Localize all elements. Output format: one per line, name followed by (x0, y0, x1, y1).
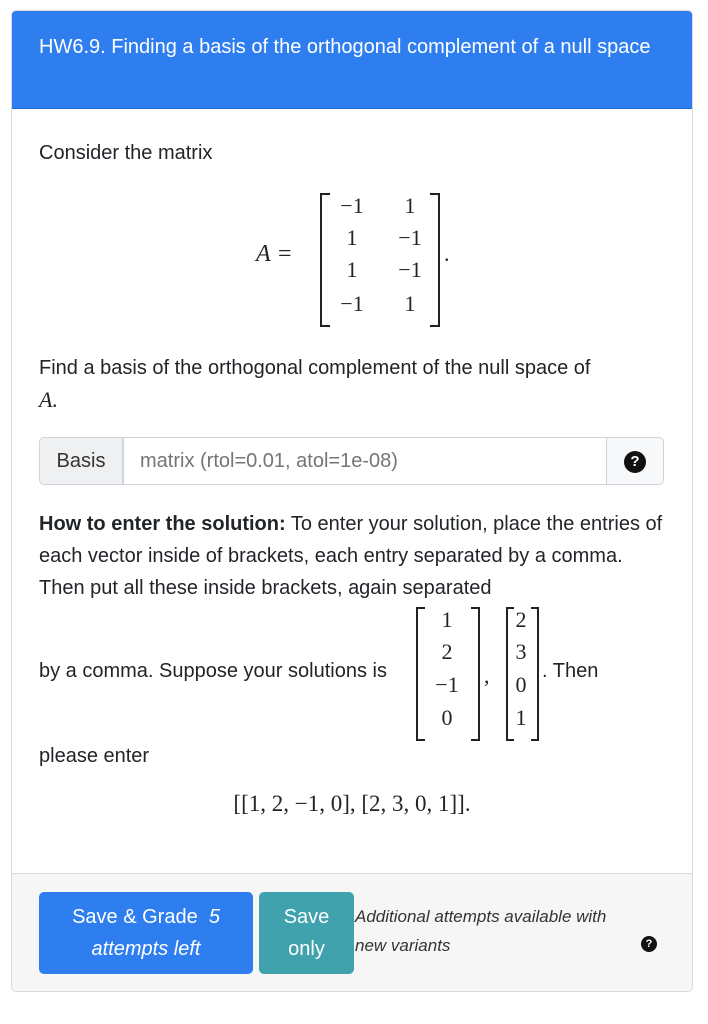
save-only-button[interactable] (259, 892, 354, 974)
prompt-variable: A. (39, 387, 58, 412)
intro-text: Consider the matrix (39, 142, 213, 164)
vector-entry: 0 (441, 705, 453, 730)
save-grade-button[interactable] (39, 892, 253, 974)
instructions-example-intro: by a comma. Suppose your solutions is (39, 660, 387, 682)
matrix-cell: −1 (340, 291, 364, 316)
matrix-cell: 1 (404, 291, 416, 316)
matrix-cell: −1 (398, 225, 422, 250)
submission-footer (12, 873, 692, 992)
vector-entry: 1 (515, 705, 527, 730)
basis-label: Basis (39, 437, 123, 485)
example-vector-1 (416, 607, 480, 741)
instructions-text: To enter your solution, place the entries of each vector inside of brackets, each entry separated by a comma. Then put all these inside brackets, again separated (39, 513, 663, 599)
question-card (11, 10, 693, 992)
help-icon[interactable]: ? (641, 936, 657, 952)
instructions-paragraph (39, 508, 669, 604)
instructions-title: How to enter the solution: (39, 513, 286, 535)
vector-entry: −1 (435, 672, 459, 697)
please-enter-text: please enter (39, 745, 150, 767)
question-icon: ? (624, 451, 646, 473)
matrix-cell: 1 (346, 225, 358, 250)
matrix-cell: 1 (346, 257, 358, 282)
matrix-cell: 1 (404, 193, 416, 218)
answer-input-group (39, 437, 664, 487)
matrix-period: . (444, 241, 450, 266)
equals-sign: = (278, 241, 292, 267)
matrix-label: A (256, 241, 271, 267)
vector-comma: , (484, 663, 490, 688)
vector-entry: 1 (441, 607, 453, 632)
save-only-line2: only (288, 938, 325, 960)
vector-entry: 0 (515, 672, 527, 697)
attempts-left-label: attempts left (91, 938, 201, 960)
save-only-line1: Save (283, 906, 330, 928)
vector-entry: 3 (515, 639, 527, 664)
vector-entry: 2 (441, 639, 453, 664)
matrix-a (256, 193, 456, 329)
question-title: HW6.9. Finding a basis of the orthogonal complement of a null space (12, 11, 692, 109)
example-answer: [[1, 2, −1, 0], [2, 3, 0, 1]]. (233, 791, 471, 816)
then-text: . Then (542, 660, 599, 682)
basis-input[interactable] (123, 437, 607, 485)
input-help-button[interactable] (607, 437, 664, 485)
prompt-text: Find a basis of the orthogonal complement of the null space of (39, 357, 591, 379)
matrix-cell: −1 (398, 257, 422, 282)
matrix-cell: −1 (340, 193, 364, 218)
attempts-note: Additional attempts available with new variants (355, 907, 607, 955)
left-bracket (320, 193, 330, 327)
attempts-count: 5 (208, 906, 220, 928)
save-grade-label: Save & Grade (72, 906, 198, 928)
vector-entry: 2 (515, 607, 527, 632)
example-vector-2 (506, 607, 540, 741)
